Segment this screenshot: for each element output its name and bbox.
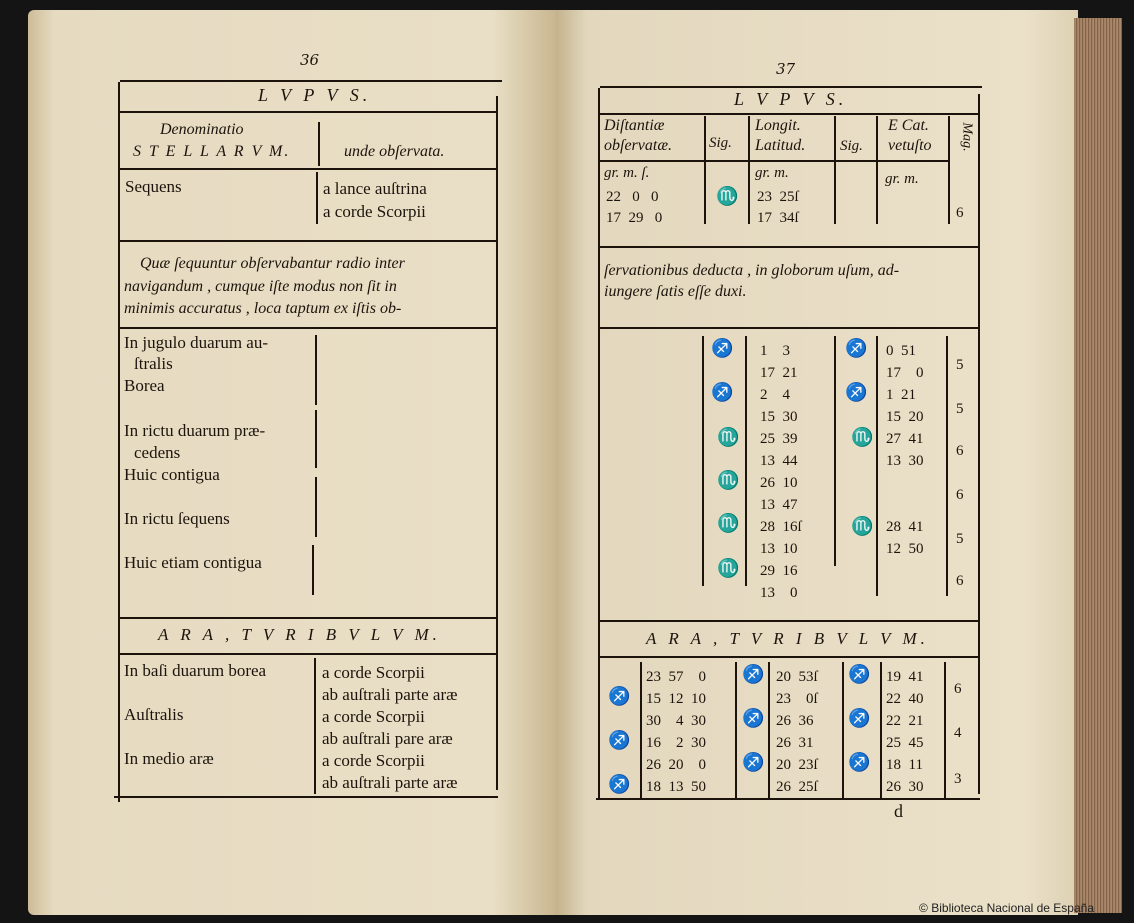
rule <box>600 327 978 329</box>
distance-value: 22 0 0 <box>606 189 659 205</box>
sagittarius-sign: ♐ <box>845 382 868 403</box>
magnitude-value: 5 <box>956 357 964 373</box>
scorpio-sign: ♏ <box>716 186 739 207</box>
divider <box>745 336 747 586</box>
magnitude-value: 6 <box>956 205 964 221</box>
sagittarius-sign: ♐ <box>742 708 765 729</box>
scorpio-sign: ♏ <box>717 558 740 579</box>
divider <box>842 662 844 800</box>
divider <box>876 336 878 596</box>
star-name: Huic contigua <box>124 465 220 484</box>
unit-label: gr. m. <box>755 165 789 181</box>
section-title-ara: A R A , T V R I B V L V M. <box>158 625 441 644</box>
paragraph-line: navigandum , cumque iſte modus non ſit in <box>124 278 397 295</box>
page-number-right: 37 <box>776 60 796 78</box>
catalog-value: 25 45 <box>886 735 924 751</box>
left-page <box>28 10 556 915</box>
divider <box>315 335 317 405</box>
star-name: ſtralis <box>134 354 173 373</box>
divider <box>948 116 950 224</box>
sagittarius-sign: ♐ <box>848 708 871 729</box>
scorpio-sign: ♏ <box>717 470 740 491</box>
divider <box>316 172 318 224</box>
distance-value: 23 57 0 <box>646 669 706 685</box>
catalog-value: 13 30 <box>886 453 924 469</box>
rule <box>120 327 496 329</box>
scorpio-sign: ♏ <box>851 516 874 537</box>
header-source: unde obſervata. <box>344 143 445 160</box>
catalog-value: 26 30 <box>886 779 924 795</box>
unit-label: gr. m. <box>885 171 919 187</box>
star-source: a corde Scorpii <box>322 663 425 682</box>
magnitude-value: 6 <box>956 487 964 503</box>
page-number-left: 36 <box>300 51 320 69</box>
header-magnitude: Mag. <box>959 122 975 152</box>
star-name: In rictu ſequens <box>124 509 230 528</box>
latitude-value: 13 44 <box>760 453 798 469</box>
catalog-value: 22 40 <box>886 691 924 707</box>
star-source: a corde Scorpii <box>323 202 426 221</box>
magnitude-value: 5 <box>956 401 964 417</box>
star-name: In rictu duarum præ- <box>124 421 266 440</box>
star-source: ab auſtrali parte aræ <box>322 685 458 704</box>
catalog-value: 15 20 <box>886 409 924 425</box>
catalog-value: 1 21 <box>886 387 916 403</box>
longitude-value: 1 3 <box>760 343 790 359</box>
signature-mark: d <box>894 801 903 821</box>
rule <box>600 246 978 248</box>
sagittarius-sign: ♐ <box>848 752 871 773</box>
divider <box>880 662 882 800</box>
header-distance: Diſtantiæ <box>604 117 665 134</box>
distance-value: 17 29 0 <box>606 210 663 226</box>
rule <box>600 656 978 658</box>
divider <box>702 336 704 586</box>
page-edges <box>1074 18 1122 913</box>
divider <box>834 336 836 566</box>
star-name: Huic etiam contigua <box>124 553 262 572</box>
star-source: a corde Scorpii <box>322 751 425 770</box>
star-source: ab auſtrali parte aræ <box>322 773 458 792</box>
magnitude-value: 6 <box>956 443 964 459</box>
rule <box>120 617 496 619</box>
section-title-lupus: L V P V S. <box>734 89 848 109</box>
divider <box>944 662 946 800</box>
sagittarius-sign: ♐ <box>711 338 734 359</box>
rule <box>120 240 496 242</box>
divider <box>946 336 948 596</box>
header-name-line1: Denominatio <box>160 121 244 138</box>
divider <box>768 662 770 800</box>
catalog-value: 27 41 <box>886 431 924 447</box>
divider <box>315 410 317 468</box>
magnitude-value: 6 <box>954 681 962 697</box>
latitude-value: 23 0ſ <box>776 691 818 707</box>
star-source: a lance auſtrina <box>323 179 427 198</box>
header-sign: Sig. <box>709 135 732 151</box>
rule <box>120 168 496 170</box>
distance-value: 26 20 0 <box>646 757 706 773</box>
divider <box>704 116 706 224</box>
sagittarius-sign: ♐ <box>608 774 631 795</box>
sagittarius-sign: ♐ <box>711 382 734 403</box>
catalog-value: 0 51 <box>886 343 916 359</box>
latitude-value: 17 34ſ <box>757 210 799 226</box>
header-distance: obſervatæ. <box>604 137 672 154</box>
divider <box>314 658 316 794</box>
star-name: In medio aræ <box>124 749 214 768</box>
longitude-value: 29 16 <box>760 563 798 579</box>
sagittarius-sign: ♐ <box>742 752 765 773</box>
rule <box>120 80 502 82</box>
right-frame-line <box>496 96 498 790</box>
unit-label: gr. m. ſ. <box>604 165 650 181</box>
divider <box>834 116 836 224</box>
longitude-value: 2 4 <box>760 387 790 403</box>
header-name-line2: S T E L L A R V M. <box>133 143 291 160</box>
rule <box>600 160 948 162</box>
star-source: ab auſtrali pare aræ <box>322 729 453 748</box>
divider <box>735 662 737 800</box>
latitude-value: 13 10 <box>760 541 798 557</box>
scorpio-sign: ♏ <box>717 427 740 448</box>
longitude-value: 23 25ſ <box>757 189 799 205</box>
sagittarius-sign: ♐ <box>742 664 765 685</box>
catalog-value: 28 41 <box>886 519 924 535</box>
rule <box>596 798 980 800</box>
star-name: cedens <box>134 443 181 462</box>
catalog-value: 17 0 <box>886 365 924 381</box>
latitude-value: 13 47 <box>760 497 798 513</box>
magnitude-value: 4 <box>954 725 962 741</box>
header-latitude: Latitud. <box>755 137 806 154</box>
left-frame-line <box>598 88 600 800</box>
catalog-value: 19 41 <box>886 669 924 685</box>
latitude-value: 17 21 <box>760 365 798 381</box>
distance-value: 18 13 50 <box>646 779 706 795</box>
divider <box>318 122 320 166</box>
latitude-value: 13 0 <box>760 585 798 601</box>
divider <box>876 116 878 224</box>
divider <box>312 545 314 595</box>
scorpio-sign: ♏ <box>717 513 740 534</box>
star-name: In baſi duarum borea <box>124 661 267 680</box>
longitude-value: 25 39 <box>760 431 798 447</box>
longitude-value: 26 10 <box>760 475 798 491</box>
paragraph-line: minimis accuratus , loca taptum ex iſtis ob- <box>124 300 402 317</box>
paragraph-line: iungere ſatis eſſe duxi. <box>604 283 747 300</box>
star-name: Auſtralis <box>124 705 184 724</box>
magnitude-value: 5 <box>956 531 964 547</box>
sagittarius-sign: ♐ <box>608 730 631 751</box>
header-catalog: E Cat. <box>888 117 929 134</box>
divider <box>640 662 642 800</box>
right-frame-line <box>978 94 980 794</box>
longitude-value: 20 23ſ <box>776 757 818 773</box>
sagittarius-sign: ♐ <box>848 664 871 685</box>
magnitude-value: 3 <box>954 771 962 787</box>
rule <box>600 620 978 622</box>
copyright-notice: © Biblioteca Nacional de España <box>919 901 1094 915</box>
rule <box>114 796 498 798</box>
scorpio-sign: ♏ <box>851 427 874 448</box>
latitude-value: 26 25ſ <box>776 779 818 795</box>
left-frame-line <box>118 82 120 802</box>
header-longitude: Longit. <box>755 117 801 134</box>
rule <box>120 111 496 113</box>
paragraph-line: Quæ ſequuntur obſervabantur radio inter <box>140 255 405 272</box>
distance-value: 30 4 30 <box>646 713 706 729</box>
longitude-value: 26 36 <box>776 713 814 729</box>
sagittarius-sign: ♐ <box>845 338 868 359</box>
latitude-value: 15 30 <box>760 409 798 425</box>
longitude-value: 28 16ſ <box>760 519 802 535</box>
star-name: Sequens <box>125 177 182 196</box>
header-catalog: vetuſto <box>888 137 932 154</box>
latitude-value: 26 31 <box>776 735 814 751</box>
paragraph-line: ſervationibus deducta , in globorum uſum, ad- <box>604 262 900 279</box>
section-title-lupus: L V P V S. <box>258 85 372 105</box>
header-sign: Sig. <box>840 138 863 154</box>
star-name: Borea <box>124 376 165 395</box>
catalog-value: 12 50 <box>886 541 924 557</box>
catalog-value: 18 11 <box>886 757 923 773</box>
distance-value: 15 12 10 <box>646 691 706 707</box>
magnitude-value: 6 <box>956 573 964 589</box>
star-name: In jugulo duarum au- <box>124 333 268 352</box>
sagittarius-sign: ♐ <box>608 686 631 707</box>
divider <box>748 116 750 224</box>
rule <box>120 653 496 655</box>
catalog-value: 22 21 <box>886 713 924 729</box>
star-source: a corde Scorpii <box>322 707 425 726</box>
distance-value: 16 2 30 <box>646 735 706 751</box>
longitude-value: 20 53ſ <box>776 669 818 685</box>
section-title-ara: A R A , T V R I B V L V M. <box>646 629 929 648</box>
divider <box>315 477 317 537</box>
